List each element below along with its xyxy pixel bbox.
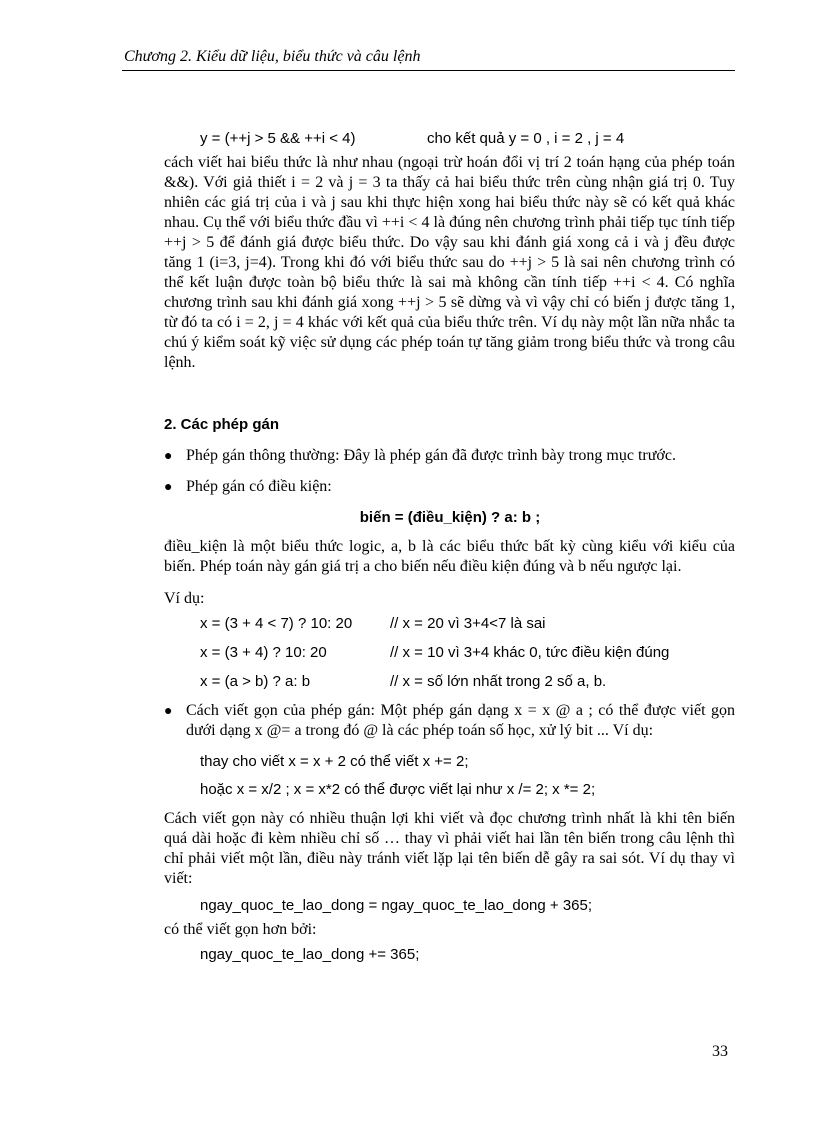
example-comment: // x = 10 vì 3+4 khác 0, tức điều kiện đúng: [390, 644, 670, 661]
example-code: x = (3 + 4) ? 10: 20: [200, 644, 327, 661]
code-result: cho kết quả y = 0 , i = 2 , j = 4: [427, 130, 625, 147]
paragraph-explanation: cách viết hai biểu thức là như nhau (ngoại trừ hoán đổi vị trí 2 toán hạng của phép toán &&). Với giả thiết i = 2 và j = 3 ta thấy cả hai biểu thức trên cùng nhận giá trị 0. Tuy nhiên các giá trị của i và j sau khi thực hiện xong hai biểu thức này sẽ có kết quả khác nhau. Cụ thể với biểu thức đầu vì ++i < 4 là đúng nên chương trình phải tiếp tục tính tiếp ++j > 5 để đánh giá được biểu thức. Do vậy sau khi đánh giá xong cả i và j đều được tăng 1 (i=3, j=4). Trong khi đó với biểu thức sau do ++j > 5 là sai nên chương trình có thể kết luận được toàn bộ biểu thức là sai mà không cần tính tiếp ++i < 4. Có nghĩa chương trình sau khi đánh giá xong ++j > 5 sẽ dừng và vì vậy chỉ có biến j được tăng 1, từ đó ta có i = 2, j = 4 khác với kết quả của biểu thức trên. Ví dụ này một lần nữa nhắc ta chú ý kiểm soát kỹ việc sử dụng các phép toán tự tăng giảm trong biểu thức và trong câu lệnh.: [164, 154, 735, 371]
paragraph-shorthand-benefit: Cách viết gọn này có nhiều thuận lợi khi viết và đọc chương trình nhất là khi tên biến quá dài hoặc đi kèm nhiều chỉ số … thay vì phải viết hai lần tên biến trong câu lệnh thì chỉ phải viết một lần, điều này tránh viết lặp lại tên biến dễ gây ra sai sót. Ví dụ thay vì viết:: [164, 810, 735, 887]
bullet-item-shorthand: Cách viết gọn của phép gán: Một phép gán dạng x = x @ a ; có thể được viết gọn dưới dạng x @= a trong đó @ là các phép toán số học, xử lý bit ... Ví dụ:: [186, 702, 735, 739]
code-expression: y = (++j > 5 && ++i < 4): [200, 130, 356, 147]
section-heading: 2. Các phép gán: [164, 416, 280, 433]
running-header: Chương 2. Kiểu dữ liệu, biểu thức và câu lệnh: [124, 48, 421, 65]
example-code: x = (a > b) ? a: b: [200, 673, 311, 690]
page-number: 33: [712, 1043, 728, 1060]
example-comment: // x = số lớn nhất trong 2 số a, b.: [390, 673, 607, 690]
shorthand-example: hoặc x = x/2 ; x = x*2 có thể được viết lại như x /= 2; x *= 2;: [200, 781, 596, 798]
header-divider: [122, 70, 735, 71]
code-long-form: ngay_quoc_te_lao_dong = ngay_quoc_te_lao_dong + 365;: [200, 897, 593, 914]
short-form-intro: có thể viết gọn hơn bởi:: [164, 921, 317, 938]
bullet-icon: ●: [164, 449, 173, 464]
bullet-icon: ●: [164, 480, 173, 495]
code-short-form: ngay_quoc_te_lao_dong += 365;: [200, 946, 420, 963]
conditional-assignment-formula: biến = (điều_kiện) ? a: b ;: [359, 509, 541, 526]
bullet-icon: ●: [164, 704, 173, 719]
bullet-item: Phép gán thông thường: Đây là phép gán đã được trình bày trong mục trước.: [186, 447, 676, 464]
bullet-item: Phép gán có điều kiện:: [186, 478, 332, 495]
shorthand-example: thay cho viết x = x + 2 có thể viết x += 2;: [200, 753, 469, 770]
example-code: x = (3 + 4 < 7) ? 10: 20: [200, 615, 353, 632]
example-label: Ví dụ:: [164, 590, 205, 607]
example-comment: // x = 20 vì 3+4<7 là sai: [390, 615, 546, 632]
paragraph-condition: điều_kiện là một biểu thức logic, a, b là các biểu thức bất kỳ cùng kiểu với kiểu của biến. Phép toán này gán giá trị a cho biến nếu điều kiện đúng và b nếu ngược lại.: [164, 538, 735, 575]
